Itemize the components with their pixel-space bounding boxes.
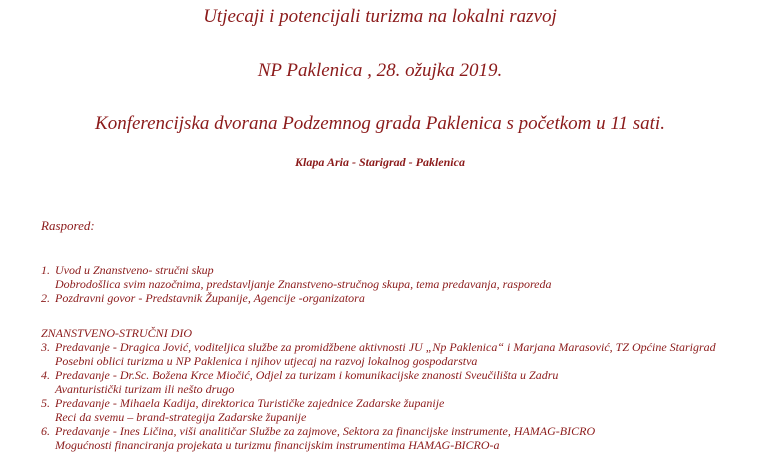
section-title: ZNANSTVENO-STRUČNI DIO: [41, 326, 193, 340]
item-number: 4.: [41, 368, 50, 382]
item-title: Uvod u Znanstveno- stručni skup: [55, 263, 214, 277]
list-item: [41, 424, 756, 452]
opening-list: [41, 263, 756, 305]
item-detail: Dobrodošlica svim nazočnima, predstavljanje Znanstveno-stručnog skupa, tema predavanja, rasporeda: [55, 277, 552, 291]
item-title: Pozdravni govor - Predstavnik Županije, Agencije -organizatora: [55, 291, 365, 305]
item-title: Predavanje - Dragica Jović, voditeljica službe za promidžbene aktivnosti JU „Np Paklenica“ i Marjana Marasović, TZ Općine Starigrad: [55, 340, 716, 354]
item-number: 3.: [41, 340, 50, 354]
event-title: Utjecaji i potencijali turizma na lokalni razvoj: [203, 6, 557, 27]
event-location-date: NP Paklenica , 28. ožujka 2019.: [257, 60, 503, 81]
list-item: [41, 368, 756, 396]
item-title: Predavanje - Mihaela Kadija, direktorica Turističke zajednice Zadarske županije: [55, 396, 445, 410]
item-detail: Reci da svemu – brand-strategija Zadarske županije: [55, 410, 307, 424]
item-number: 5.: [41, 396, 50, 410]
item-title: Predavanje - Ines Ličina, viši analitičar Službe za zajmove, Sektora za financijske instrumente, HAMAG-BICRO: [55, 424, 596, 438]
event-performers: Klapa Aria - Starigrad - Paklenica: [295, 155, 465, 169]
item-number: 2.: [41, 291, 50, 305]
item-detail: Posebni oblici turizma u NP Paklenica i njihov utjecaj na razvoj lokalnog gospodarstva: [55, 354, 478, 368]
list-item: [41, 340, 756, 368]
list-item: [41, 263, 756, 291]
item-detail: Avanturistički turizam ili nešto drugo: [55, 382, 235, 396]
item-number: 6.: [41, 424, 50, 438]
item-detail: Mogućnosti financiranja projekata u turizmu financijskim instrumentima HAMAG-BICRO-a: [55, 438, 500, 452]
schedule-label: Raspored:: [41, 218, 95, 233]
lecture-list: [41, 326, 756, 452]
item-title: Predavanje - Dr.Sc. Božena Krce Miočić, Odjel za turizam i komunikacijske znanosti Sveučilišta u Zadru: [55, 368, 559, 382]
item-number: 1.: [41, 263, 50, 277]
list-item: [41, 396, 756, 424]
event-venue: Konferencijska dvorana Podzemnog grada Paklenica s početkom u 11 sati.: [95, 113, 665, 134]
list-item: [41, 291, 756, 305]
